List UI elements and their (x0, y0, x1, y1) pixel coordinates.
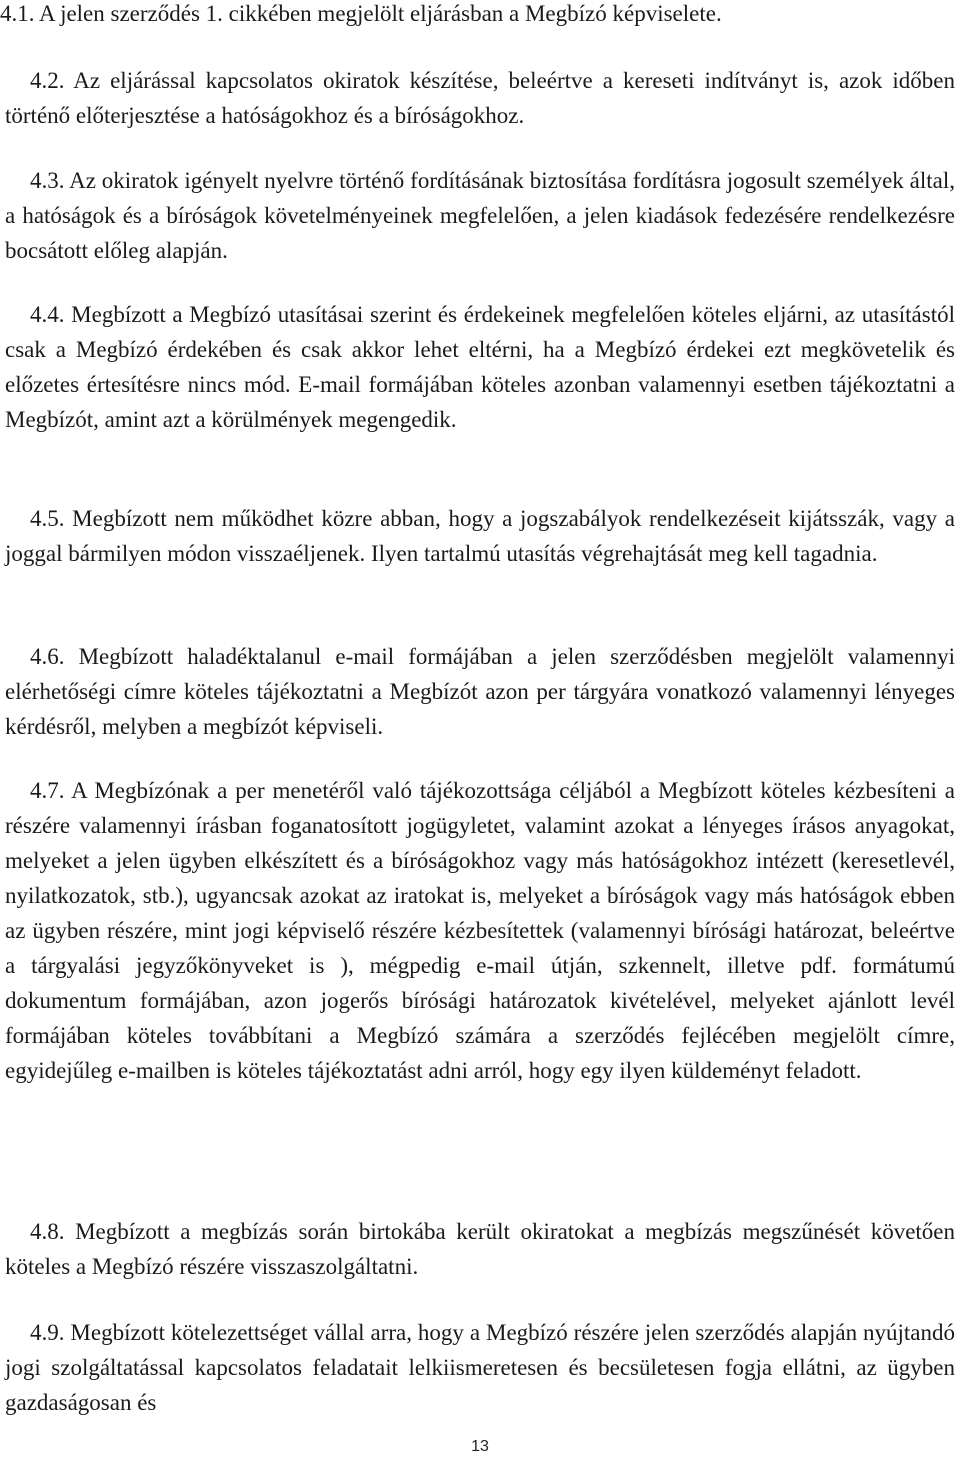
paragraph-4-1: 4.1. A jelen szerződés 1. cikkében megjelölt eljárásban a Megbízó képviselete. (0, 1, 722, 26)
paragraph-4-2: 4.2. Az eljárással kapcsolatos okiratok készítése, beleértve a kereseti indítványt is, azok időben történő előterjesztése a hatóságokhoz és a bíróságokhoz. (5, 68, 955, 128)
paragraph-4-8: 4.8. Megbízott a megbízás során birtokába került okiratokat a megbízás megszűnését követően köteles a Megbízó részére visszaszolgáltatni. (5, 1219, 955, 1279)
paragraph-4-6: 4.6. Megbízott haladéktalanul e-mail formájában a jelen szerződésben megjelölt valamennyi elérhetőségi címre köteles tájékoztatni a Megbízót azon per tárgyára vonatkozó valamennyi lényeges kérdésről, melyben a megbízót képviseli. (5, 644, 955, 739)
paragraph-4-5: 4.5. Megbízott nem működhet közre abban, hogy a jogszabályok rendelkezéseit kijátsszák, vagy a joggal bármilyen módon visszaéljenek. Ilyen tartalmú utasítás végrehajtását meg kell tagadnia. (5, 506, 955, 566)
paragraph-4-7: 4.7. A Megbízónak a per menetéről való tájékozottsága céljából a Megbízott köteles kézbesíteni a részére valamennyi írásban foganatosított jogügyletet, valamint azokat a lényeges írásos anyagokat, melyeket a jelen ügyben elkészített és a bíróságokhoz vagy más hatóságokhoz intézett (keresetlevél, nyilatkozatok, stb.), ugyancsak azokat az iratokat is, melyeket a bíróságok vagy más hatóságok ebben az ügyben részére, mint jogi képviselő részére kézbesítettek (valamennyi bírósági határozat, beleértve a tárgyalási jegyzőkönyveket is ), mégpedig e-mail útján, szkennelt, illetve pdf. formátumú dokumentum formájában, azon jogerős bírósági határozatok kivételével, melyeket ajánlott levél formájában köteles továbbítani a Megbízó számára a szerződés fejlécében megjelölt címre, egyidejűleg e-mailben is köteles tájékoztatást adni arról, hogy egy ilyen küldeményt feladott. (5, 778, 955, 1083)
paragraph-4-9: 4.9. Megbízott kötelezettséget vállal arra, hogy a Megbízó részére jelen szerződés alapján nyújtandó jogi szolgáltatással kapcsolatos feladatait lelkiismeretesen és becsületesen fogja ellátni, az ügyben gazdaságosan és (5, 1320, 955, 1415)
paragraph-4-3: 4.3. Az okiratok igényelt nyelvre történő fordításának biztosítása fordításra jogosult személyek által, a hatóságok és a bíróságok követelményeinek megfelelően, a jelen kiadások fedezésére rendelkezésre bocsátott előleg alapján. (5, 168, 955, 263)
paragraph-4-4: 4.4. Megbízott a Megbízó utasításai szerint és érdekeinek megfelelően köteles eljárni, az utasítástól csak a Megbízó érdekében és csak akkor lehet eltérni, ha a Megbízó érdekei ezt megkövetelik és előzetes értesítésre nincs mód. E-mail formájában köteles azonban valamennyi esetben tájékoztatni a Megbízót, amint azt a körülmények megengedik. (5, 302, 955, 432)
page-number: 13 (471, 1438, 489, 1455)
